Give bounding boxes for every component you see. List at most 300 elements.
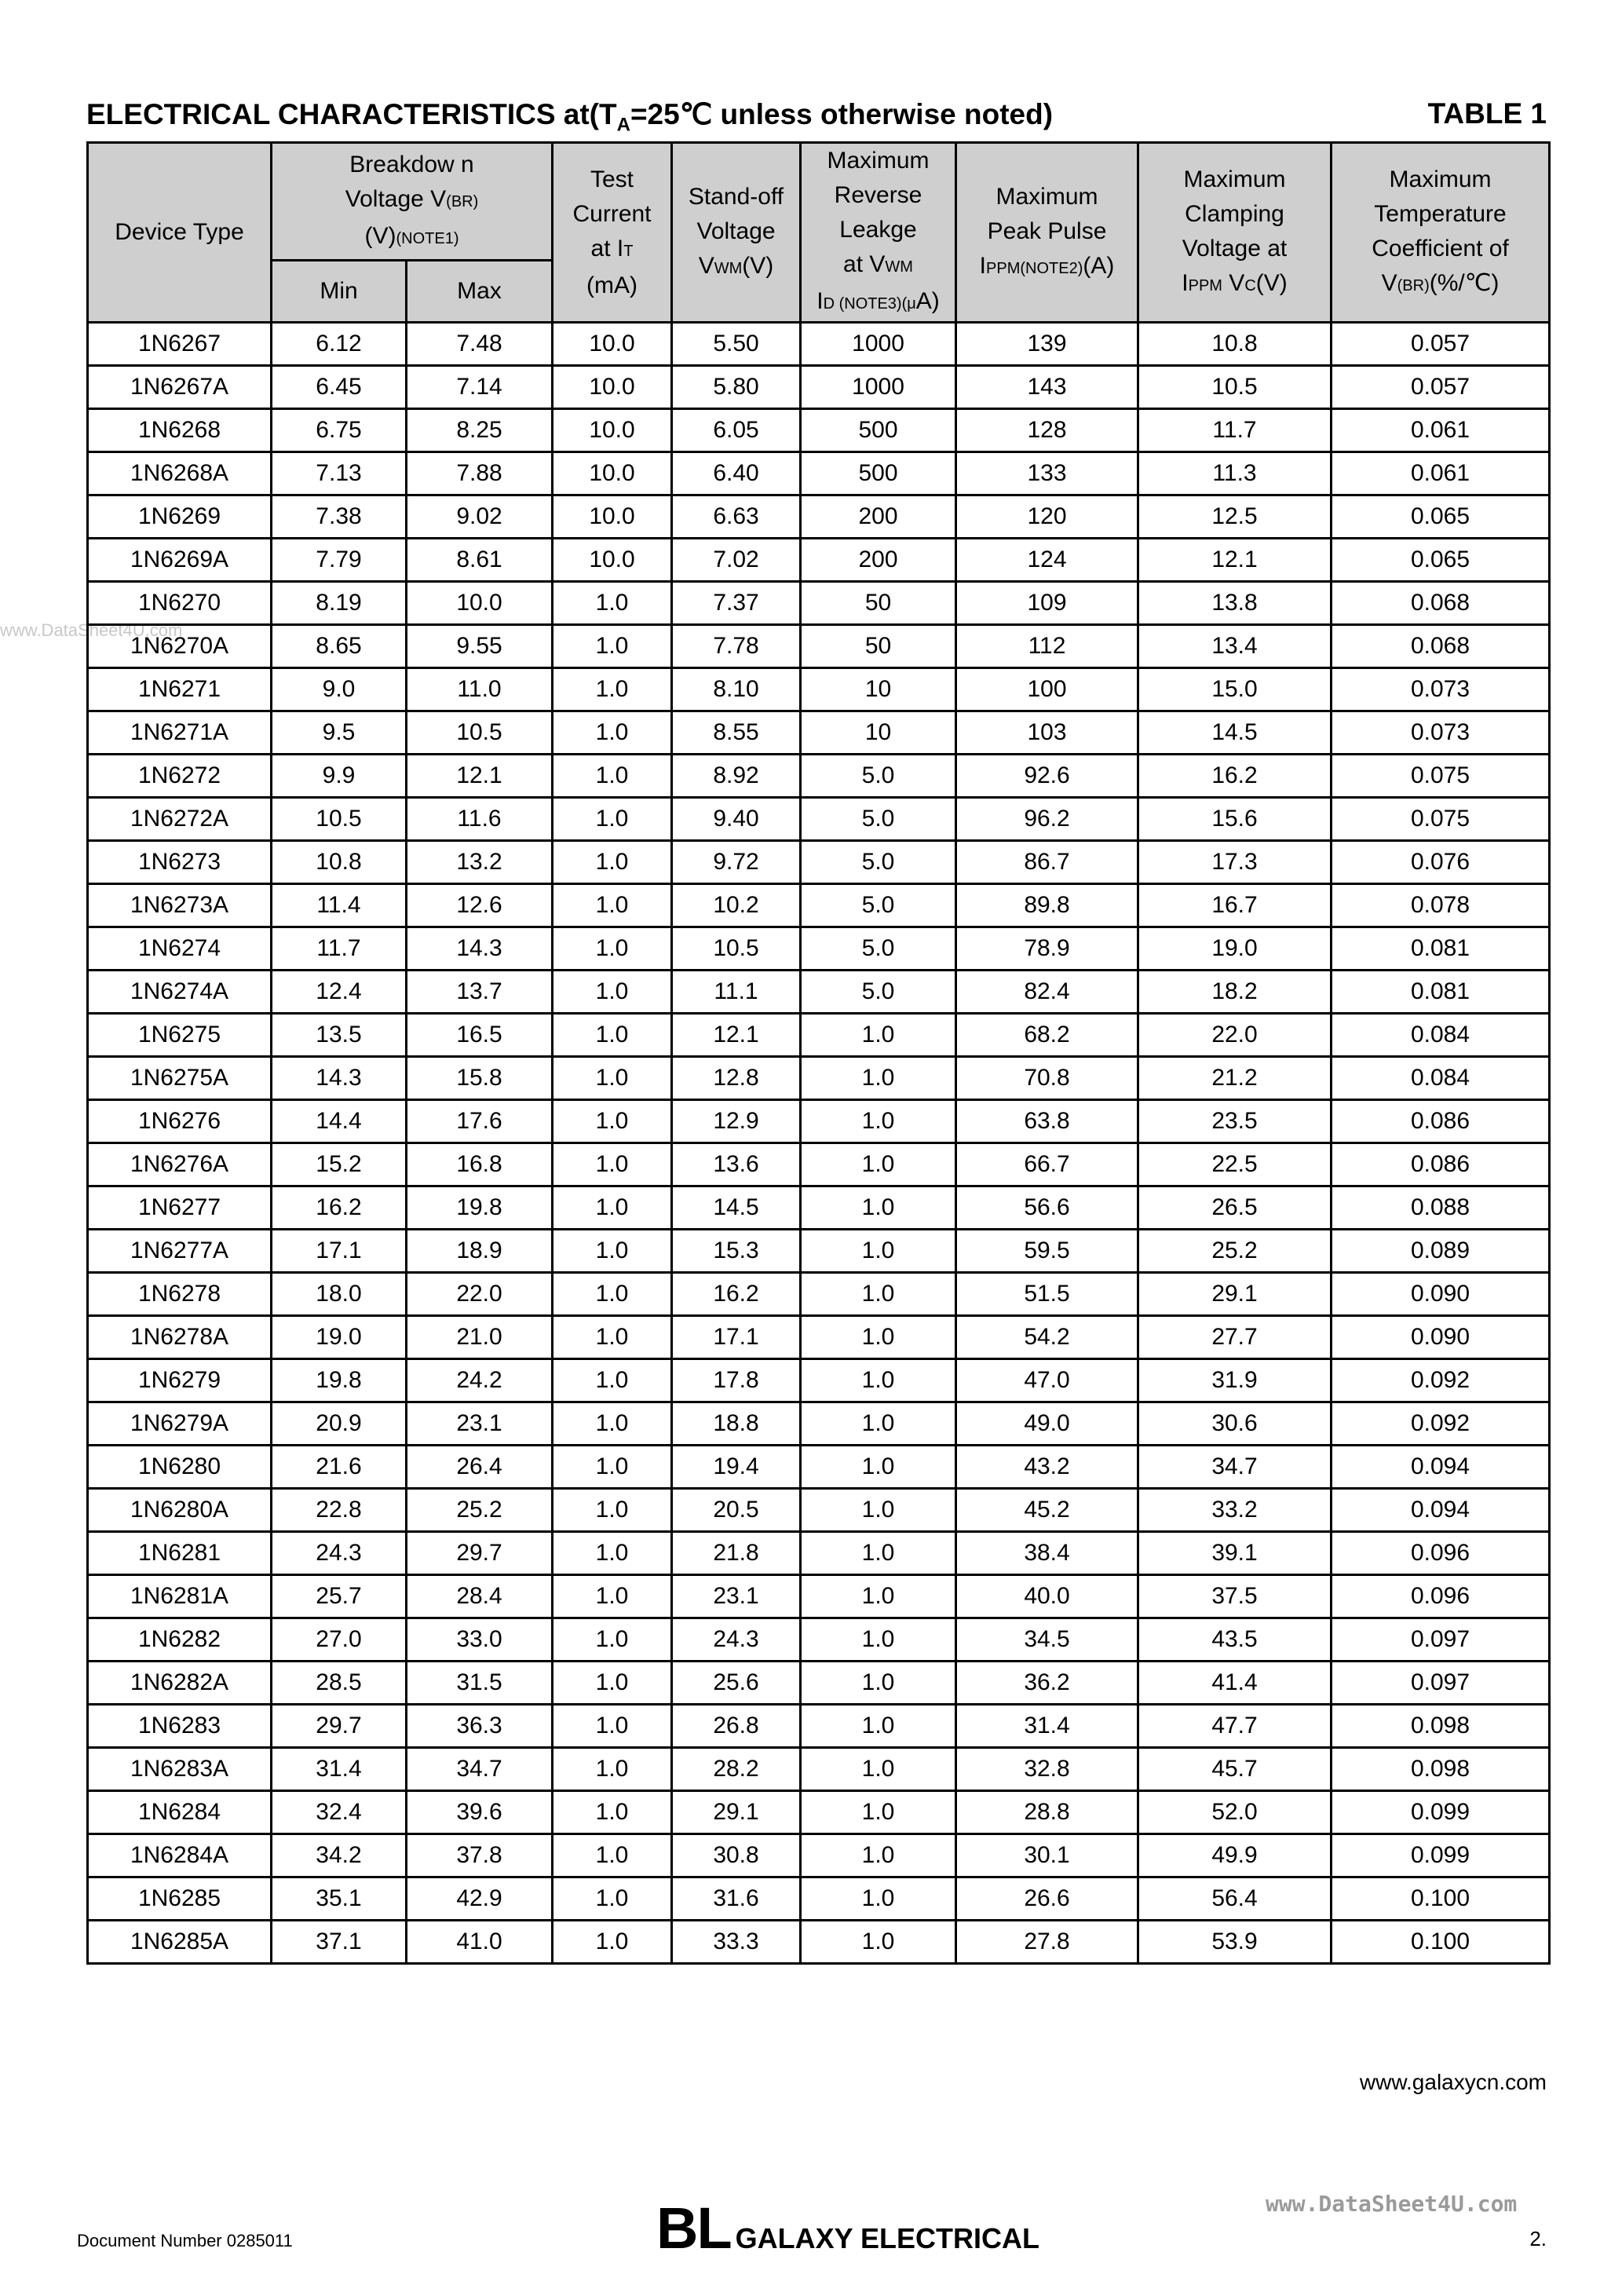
cell-standoff-voltage: 25.6 <box>672 1662 801 1705</box>
cell-vbr-min: 20.9 <box>272 1402 407 1446</box>
table-row <box>88 1748 1550 1791</box>
cell-test-current: 1.0 <box>553 1834 672 1877</box>
cell-test-current: 1.0 <box>553 582 672 625</box>
cell-test-current: 1.0 <box>553 1532 672 1575</box>
cell-temp-coefficient: 0.099 <box>1332 1834 1550 1877</box>
cell-vbr-max: 8.61 <box>407 539 553 582</box>
cell-reverse-leakage: 1.0 <box>801 1705 956 1748</box>
cell-standoff-voltage: 10.2 <box>672 884 801 927</box>
table-row <box>88 1532 1550 1575</box>
cell-vbr-min: 7.79 <box>272 539 407 582</box>
cell-clamping-voltage: 30.6 <box>1138 1402 1332 1446</box>
cell-vbr-max: 15.8 <box>407 1057 553 1100</box>
title-row <box>86 97 1547 137</box>
cell-standoff-voltage: 13.6 <box>672 1143 801 1186</box>
cell-peak-pulse: 45.2 <box>956 1489 1138 1532</box>
cell-vbr-min: 15.2 <box>272 1143 407 1186</box>
cell-vbr-max: 9.55 <box>407 625 553 668</box>
cell-temp-coefficient: 0.068 <box>1332 625 1550 668</box>
cell-temp-coefficient: 0.078 <box>1332 884 1550 927</box>
cell-temp-coefficient: 0.061 <box>1332 409 1550 452</box>
cell-peak-pulse: 112 <box>956 625 1138 668</box>
cell-peak-pulse: 56.6 <box>956 1186 1138 1230</box>
cell-temp-coefficient: 0.068 <box>1332 582 1550 625</box>
cell-vbr-max: 17.6 <box>407 1100 553 1143</box>
cell-device-type: 1N6285 <box>88 1877 272 1921</box>
cell-vbr-max: 23.1 <box>407 1402 553 1446</box>
cell-vbr-min: 10.5 <box>272 798 407 841</box>
brand-name: GALAXY ELECTRICAL <box>735 2222 1040 2254</box>
cell-vbr-max: 12.1 <box>407 755 553 798</box>
cell-vbr-min: 19.0 <box>272 1316 407 1359</box>
table-row <box>88 1057 1550 1100</box>
cell-vbr-min: 27.0 <box>272 1618 407 1662</box>
cell-device-type: 1N6271 <box>88 668 272 711</box>
cell-peak-pulse: 100 <box>956 668 1138 711</box>
cell-peak-pulse: 36.2 <box>956 1662 1138 1705</box>
cell-reverse-leakage: 10 <box>801 711 956 755</box>
cell-clamping-voltage: 31.9 <box>1138 1359 1332 1402</box>
table-row <box>88 1230 1550 1273</box>
cell-standoff-voltage: 5.50 <box>672 323 801 366</box>
table-row <box>88 755 1550 798</box>
cell-clamping-voltage: 41.4 <box>1138 1662 1332 1705</box>
cell-device-type: 1N6274 <box>88 927 272 971</box>
table-row <box>88 539 1550 582</box>
cell-test-current: 1.0 <box>553 1057 672 1100</box>
cell-vbr-max: 16.8 <box>407 1143 553 1186</box>
cell-clamping-voltage: 29.1 <box>1138 1273 1332 1316</box>
cell-standoff-voltage: 30.8 <box>672 1834 801 1877</box>
cell-reverse-leakage: 1.0 <box>801 1877 956 1921</box>
cell-vbr-max: 28.4 <box>407 1575 553 1618</box>
cell-clamping-voltage: 27.7 <box>1138 1316 1332 1359</box>
cell-test-current: 10.0 <box>553 495 672 539</box>
electrical-characteristics-table <box>86 141 1551 1965</box>
cell-vbr-max: 16.5 <box>407 1014 553 1057</box>
cell-device-type: 1N6279 <box>88 1359 272 1402</box>
header-clamping-voltage: Maximum Clamping Voltage at IPPM VC(V) <box>1138 143 1332 323</box>
cell-test-current: 1.0 <box>553 711 672 755</box>
cell-vbr-min: 6.12 <box>272 323 407 366</box>
cell-test-current: 1.0 <box>553 1143 672 1186</box>
cell-test-current: 1.0 <box>553 1877 672 1921</box>
cell-test-current: 1.0 <box>553 1359 672 1402</box>
cell-test-current: 1.0 <box>553 1100 672 1143</box>
table-row <box>88 668 1550 711</box>
cell-vbr-min: 19.8 <box>272 1359 407 1402</box>
cell-clamping-voltage: 14.5 <box>1138 711 1332 755</box>
cell-peak-pulse: 40.0 <box>956 1575 1138 1618</box>
table-row <box>88 971 1550 1014</box>
cell-test-current: 1.0 <box>553 1230 672 1273</box>
cell-standoff-voltage: 15.3 <box>672 1230 801 1273</box>
cell-standoff-voltage: 26.8 <box>672 1705 801 1748</box>
cell-reverse-leakage: 1.0 <box>801 1359 956 1402</box>
cell-test-current: 1.0 <box>553 1748 672 1791</box>
cell-device-type: 1N6270 <box>88 582 272 625</box>
header-test-current: Test Current at IT (mA) <box>553 143 672 323</box>
cell-reverse-leakage: 10 <box>801 668 956 711</box>
table-row <box>88 409 1550 452</box>
cell-vbr-max: 7.14 <box>407 366 553 409</box>
cell-vbr-min: 10.8 <box>272 841 407 884</box>
cell-device-type: 1N6278 <box>88 1273 272 1316</box>
cell-device-type: 1N6282A <box>88 1662 272 1705</box>
cell-reverse-leakage: 200 <box>801 495 956 539</box>
cell-temp-coefficient: 0.081 <box>1332 927 1550 971</box>
side-watermark: www.DataSheet4U.com <box>0 620 183 640</box>
cell-reverse-leakage: 50 <box>801 625 956 668</box>
cell-standoff-voltage: 6.05 <box>672 409 801 452</box>
cell-device-type: 1N6276 <box>88 1100 272 1143</box>
cell-standoff-voltage: 7.78 <box>672 625 801 668</box>
table-row <box>88 798 1550 841</box>
cell-peak-pulse: 82.4 <box>956 971 1138 1014</box>
header-temperature-coefficient: Maximum Temperature Coefficient of V(BR)(%/℃) <box>1332 143 1550 323</box>
cell-clamping-voltage: 12.5 <box>1138 495 1332 539</box>
cell-reverse-leakage: 1.0 <box>801 1575 956 1618</box>
cell-test-current: 1.0 <box>553 1316 672 1359</box>
cell-device-type: 1N6272 <box>88 755 272 798</box>
cell-peak-pulse: 54.2 <box>956 1316 1138 1359</box>
cell-vbr-min: 24.3 <box>272 1532 407 1575</box>
watermark: www.DataSheet4U.com <box>1266 2191 1518 2217</box>
cell-vbr-min: 11.4 <box>272 884 407 927</box>
cell-standoff-voltage: 23.1 <box>672 1575 801 1618</box>
table-row <box>88 884 1550 927</box>
cell-device-type: 1N6274A <box>88 971 272 1014</box>
cell-test-current: 1.0 <box>553 1575 672 1618</box>
cell-device-type: 1N6279A <box>88 1402 272 1446</box>
cell-standoff-voltage: 6.40 <box>672 452 801 495</box>
cell-temp-coefficient: 0.096 <box>1332 1532 1550 1575</box>
cell-standoff-voltage: 8.92 <box>672 755 801 798</box>
cell-vbr-min: 37.1 <box>272 1921 407 1964</box>
cell-device-type: 1N6278A <box>88 1316 272 1359</box>
cell-reverse-leakage: 1.0 <box>801 1186 956 1230</box>
cell-vbr-min: 22.8 <box>272 1489 407 1532</box>
cell-clamping-voltage: 11.7 <box>1138 409 1332 452</box>
cell-reverse-leakage: 50 <box>801 582 956 625</box>
cell-temp-coefficient: 0.057 <box>1332 323 1550 366</box>
cell-standoff-voltage: 24.3 <box>672 1618 801 1662</box>
table-label: TABLE 1 <box>1427 97 1547 130</box>
cell-test-current: 1.0 <box>553 1273 672 1316</box>
cell-test-current: 10.0 <box>553 409 672 452</box>
cell-reverse-leakage: 1.0 <box>801 1402 956 1446</box>
cell-reverse-leakage: 500 <box>801 409 956 452</box>
cell-device-type: 1N6284A <box>88 1834 272 1877</box>
table-row <box>88 1316 1550 1359</box>
cell-vbr-max: 18.9 <box>407 1230 553 1273</box>
cell-reverse-leakage: 5.0 <box>801 884 956 927</box>
cell-reverse-leakage: 1.0 <box>801 1489 956 1532</box>
cell-temp-coefficient: 0.086 <box>1332 1100 1550 1143</box>
cell-temp-coefficient: 0.094 <box>1332 1489 1550 1532</box>
cell-clamping-voltage: 49.9 <box>1138 1834 1332 1877</box>
cell-clamping-voltage: 13.8 <box>1138 582 1332 625</box>
cell-vbr-min: 35.1 <box>272 1877 407 1921</box>
cell-reverse-leakage: 1.0 <box>801 1230 956 1273</box>
cell-clamping-voltage: 10.5 <box>1138 366 1332 409</box>
cell-vbr-min: 6.45 <box>272 366 407 409</box>
cell-clamping-voltage: 15.0 <box>1138 668 1332 711</box>
cell-vbr-max: 39.6 <box>407 1791 553 1834</box>
cell-vbr-min: 17.1 <box>272 1230 407 1273</box>
cell-reverse-leakage: 1.0 <box>801 1532 956 1575</box>
cell-vbr-max: 10.5 <box>407 711 553 755</box>
cell-temp-coefficient: 0.100 <box>1332 1921 1550 1964</box>
cell-vbr-min: 6.75 <box>272 409 407 452</box>
cell-test-current: 1.0 <box>553 1186 672 1230</box>
cell-vbr-min: 14.4 <box>272 1100 407 1143</box>
cell-device-type: 1N6272A <box>88 798 272 841</box>
cell-peak-pulse: 26.6 <box>956 1877 1138 1921</box>
cell-reverse-leakage: 5.0 <box>801 927 956 971</box>
cell-peak-pulse: 68.2 <box>956 1014 1138 1057</box>
document-number: Document Number 0285011 <box>77 2231 293 2250</box>
cell-clamping-voltage: 13.4 <box>1138 625 1332 668</box>
header-device-type: Device Type <box>88 143 272 323</box>
cell-clamping-voltage: 25.2 <box>1138 1230 1332 1273</box>
cell-reverse-leakage: 500 <box>801 452 956 495</box>
cell-clamping-voltage: 52.0 <box>1138 1791 1332 1834</box>
cell-test-current: 10.0 <box>553 323 672 366</box>
cell-standoff-voltage: 8.55 <box>672 711 801 755</box>
cell-test-current: 1.0 <box>553 1791 672 1834</box>
cell-reverse-leakage: 1.0 <box>801 1014 956 1057</box>
cell-reverse-leakage: 1.0 <box>801 1100 956 1143</box>
cell-standoff-voltage: 19.4 <box>672 1446 801 1489</box>
cell-vbr-min: 29.7 <box>272 1705 407 1748</box>
cell-test-current: 1.0 <box>553 755 672 798</box>
cell-vbr-min: 11.7 <box>272 927 407 971</box>
cell-standoff-voltage: 17.8 <box>672 1359 801 1402</box>
cell-clamping-voltage: 47.7 <box>1138 1705 1332 1748</box>
cell-standoff-voltage: 17.1 <box>672 1316 801 1359</box>
cell-test-current: 1.0 <box>553 798 672 841</box>
cell-peak-pulse: 66.7 <box>956 1143 1138 1186</box>
cell-clamping-voltage: 45.7 <box>1138 1748 1332 1791</box>
cell-clamping-voltage: 10.8 <box>1138 323 1332 366</box>
cell-test-current: 1.0 <box>553 1489 672 1532</box>
cell-temp-coefficient: 0.075 <box>1332 798 1550 841</box>
cell-peak-pulse: 103 <box>956 711 1138 755</box>
cell-reverse-leakage: 1.0 <box>801 1834 956 1877</box>
cell-standoff-voltage: 9.72 <box>672 841 801 884</box>
cell-clamping-voltage: 22.5 <box>1138 1143 1332 1186</box>
table-row <box>88 1143 1550 1186</box>
cell-test-current: 1.0 <box>553 971 672 1014</box>
cell-temp-coefficient: 0.100 <box>1332 1877 1550 1921</box>
cell-vbr-min: 31.4 <box>272 1748 407 1791</box>
cell-standoff-voltage: 16.2 <box>672 1273 801 1316</box>
cell-temp-coefficient: 0.092 <box>1332 1359 1550 1402</box>
cell-temp-coefficient: 0.065 <box>1332 495 1550 539</box>
cell-test-current: 1.0 <box>553 1014 672 1057</box>
cell-device-type: 1N6282 <box>88 1618 272 1662</box>
table-row <box>88 1834 1550 1877</box>
table-row <box>88 711 1550 755</box>
cell-reverse-leakage: 1.0 <box>801 1662 956 1705</box>
cell-device-type: 1N6281A <box>88 1575 272 1618</box>
cell-temp-coefficient: 0.088 <box>1332 1186 1550 1230</box>
cell-clamping-voltage: 33.2 <box>1138 1489 1332 1532</box>
cell-vbr-min: 34.2 <box>272 1834 407 1877</box>
table-header <box>88 143 1550 323</box>
cell-device-type: 1N6273 <box>88 841 272 884</box>
cell-vbr-min: 25.7 <box>272 1575 407 1618</box>
cell-temp-coefficient: 0.084 <box>1332 1014 1550 1057</box>
header-breakdown-voltage: Breakdow n Voltage V(BR) (V)(NOTE1) <box>272 143 553 261</box>
cell-peak-pulse: 32.8 <box>956 1748 1138 1791</box>
cell-peak-pulse: 27.8 <box>956 1921 1138 1964</box>
cell-vbr-min: 16.2 <box>272 1186 407 1230</box>
cell-temp-coefficient: 0.057 <box>1332 366 1550 409</box>
cell-vbr-min: 13.5 <box>272 1014 407 1057</box>
cell-standoff-voltage: 9.40 <box>672 798 801 841</box>
cell-peak-pulse: 49.0 <box>956 1402 1138 1446</box>
cell-vbr-max: 33.0 <box>407 1618 553 1662</box>
cell-vbr-min: 9.5 <box>272 711 407 755</box>
cell-peak-pulse: 59.5 <box>956 1230 1138 1273</box>
cell-vbr-max: 31.5 <box>407 1662 553 1705</box>
cell-test-current: 10.0 <box>553 539 672 582</box>
cell-peak-pulse: 89.8 <box>956 884 1138 927</box>
cell-peak-pulse: 143 <box>956 366 1138 409</box>
cell-clamping-voltage: 26.5 <box>1138 1186 1332 1230</box>
cell-clamping-voltage: 56.4 <box>1138 1877 1332 1921</box>
cell-standoff-voltage: 12.9 <box>672 1100 801 1143</box>
cell-vbr-max: 13.7 <box>407 971 553 1014</box>
cell-peak-pulse: 92.6 <box>956 755 1138 798</box>
table-row <box>88 1662 1550 1705</box>
cell-clamping-voltage: 18.2 <box>1138 971 1332 1014</box>
cell-clamping-voltage: 22.0 <box>1138 1014 1332 1057</box>
cell-standoff-voltage: 7.02 <box>672 539 801 582</box>
cell-reverse-leakage: 5.0 <box>801 971 956 1014</box>
cell-reverse-leakage: 1.0 <box>801 1316 956 1359</box>
cell-standoff-voltage: 8.10 <box>672 668 801 711</box>
cell-device-type: 1N6280A <box>88 1489 272 1532</box>
cell-standoff-voltage: 7.37 <box>672 582 801 625</box>
cell-peak-pulse: 96.2 <box>956 798 1138 841</box>
cell-temp-coefficient: 0.097 <box>1332 1618 1550 1662</box>
cell-test-current: 1.0 <box>553 1402 672 1446</box>
cell-device-type: 1N6283 <box>88 1705 272 1748</box>
cell-peak-pulse: 133 <box>956 452 1138 495</box>
cell-vbr-max: 12.6 <box>407 884 553 927</box>
table-row <box>88 1359 1550 1402</box>
cell-peak-pulse: 109 <box>956 582 1138 625</box>
cell-test-current: 1.0 <box>553 1921 672 1964</box>
table-row <box>88 323 1550 366</box>
cell-test-current: 10.0 <box>553 452 672 495</box>
cell-temp-coefficient: 0.098 <box>1332 1748 1550 1791</box>
cell-peak-pulse: 38.4 <box>956 1532 1138 1575</box>
cell-temp-coefficient: 0.097 <box>1332 1662 1550 1705</box>
cell-device-type: 1N6268 <box>88 409 272 452</box>
table-row <box>88 1618 1550 1662</box>
cell-reverse-leakage: 1000 <box>801 366 956 409</box>
cell-device-type: 1N6269A <box>88 539 272 582</box>
cell-vbr-max: 11.6 <box>407 798 553 841</box>
cell-temp-coefficient: 0.081 <box>1332 971 1550 1014</box>
cell-vbr-max: 7.88 <box>407 452 553 495</box>
cell-vbr-max: 19.8 <box>407 1186 553 1230</box>
page-number: 2. <box>1529 2227 1547 2250</box>
cell-standoff-voltage: 18.8 <box>672 1402 801 1446</box>
cell-vbr-max: 11.0 <box>407 668 553 711</box>
table-row <box>88 1489 1550 1532</box>
cell-device-type: 1N6275 <box>88 1014 272 1057</box>
table-row <box>88 1791 1550 1834</box>
cell-peak-pulse: 31.4 <box>956 1705 1138 1748</box>
cell-vbr-min: 21.6 <box>272 1446 407 1489</box>
table-row <box>88 1877 1550 1921</box>
cell-vbr-min: 9.9 <box>272 755 407 798</box>
cell-test-current: 1.0 <box>553 1705 672 1748</box>
cell-vbr-max: 26.4 <box>407 1446 553 1489</box>
cell-temp-coefficient: 0.090 <box>1332 1316 1550 1359</box>
cell-vbr-max: 10.0 <box>407 582 553 625</box>
cell-device-type: 1N6276A <box>88 1143 272 1186</box>
cell-vbr-max: 25.2 <box>407 1489 553 1532</box>
cell-vbr-min: 7.38 <box>272 495 407 539</box>
cell-test-current: 1.0 <box>553 884 672 927</box>
cell-test-current: 1.0 <box>553 1662 672 1705</box>
cell-device-type: 1N6285A <box>88 1921 272 1964</box>
cell-vbr-max: 41.0 <box>407 1921 553 1964</box>
cell-clamping-voltage: 23.5 <box>1138 1100 1332 1143</box>
cell-device-type: 1N6270A <box>88 625 272 668</box>
table-row <box>88 625 1550 668</box>
cell-temp-coefficient: 0.089 <box>1332 1230 1550 1273</box>
cell-reverse-leakage: 1.0 <box>801 1446 956 1489</box>
cell-standoff-voltage: 33.3 <box>672 1921 801 1964</box>
cell-standoff-voltage: 6.63 <box>672 495 801 539</box>
cell-device-type: 1N6273A <box>88 884 272 927</box>
table-row <box>88 1575 1550 1618</box>
cell-vbr-max: 34.7 <box>407 1748 553 1791</box>
cell-standoff-voltage: 20.5 <box>672 1489 801 1532</box>
cell-device-type: 1N6277A <box>88 1230 272 1273</box>
cell-standoff-voltage: 28.2 <box>672 1748 801 1791</box>
cell-vbr-min: 12.4 <box>272 971 407 1014</box>
cell-temp-coefficient: 0.094 <box>1332 1446 1550 1489</box>
page-title: ELECTRICAL CHARACTERISTICS $at(T_A=25℃$ unless otherwise noted) <box>86 98 1054 136</box>
cell-standoff-voltage: 21.8 <box>672 1532 801 1575</box>
cell-device-type: 1N6280 <box>88 1446 272 1489</box>
cell-clamping-voltage: 15.6 <box>1138 798 1332 841</box>
cell-clamping-voltage: 21.2 <box>1138 1057 1332 1100</box>
cell-clamping-voltage: 17.3 <box>1138 841 1332 884</box>
header-peak-pulse: Maximum Peak Pulse IPPM(NOTE2)(A) <box>956 143 1138 323</box>
cell-temp-coefficient: 0.065 <box>1332 539 1550 582</box>
cell-vbr-min: 9.0 <box>272 668 407 711</box>
cell-standoff-voltage: 11.1 <box>672 971 801 1014</box>
cell-temp-coefficient: 0.099 <box>1332 1791 1550 1834</box>
cell-clamping-voltage: 16.2 <box>1138 755 1332 798</box>
cell-peak-pulse: 63.8 <box>956 1100 1138 1143</box>
cell-device-type: 1N6281 <box>88 1532 272 1575</box>
table-row <box>88 495 1550 539</box>
cell-reverse-leakage: 1.0 <box>801 1791 956 1834</box>
cell-reverse-leakage: 200 <box>801 539 956 582</box>
cell-peak-pulse: 78.9 <box>956 927 1138 971</box>
cell-peak-pulse: 34.5 <box>956 1618 1138 1662</box>
